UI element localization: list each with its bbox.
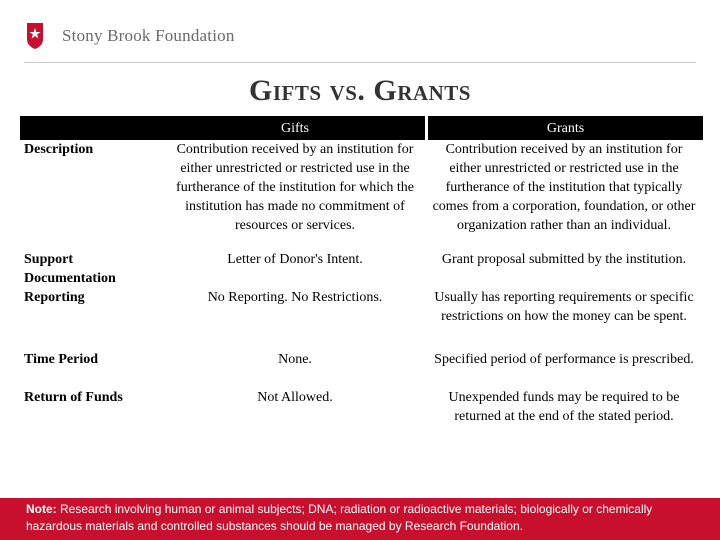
gifts-cell: Contribution received by an institution for either unrestricted or restricted use in the furtherance of the institution for which the institution has made no commitment of resources or services. [176,142,414,233]
logo-text: Stony Brook Foundation [62,26,235,45]
header-divider [24,62,696,63]
grants-cell: Grant proposal submitted by the institution. [441,252,687,267]
note-label: Note: [26,502,57,516]
grants-cell: Unexpended funds may be required to be returned at the end of the stated period. [448,390,680,424]
row-label: Time Period [24,352,99,367]
grants-cell: Contribution received by an institution for either unrestricted or restricted use in the furtherance of the institution that typically comes from a corporation, foundation, or other organization rather than an individual. [432,142,696,233]
column-header-blank [20,116,165,140]
grants-cell: Usually has reporting requirements or specific restrictions on how the money can be spent. [434,290,694,324]
gifts-cell: Letter of Donor's Intent. [227,252,363,267]
header [0,0,720,70]
comparison-table [20,116,703,442]
table-row [20,250,703,288]
page-title: Gifts vs. Grants [249,74,471,107]
gifts-cell: None. [278,352,312,367]
table-header-row [20,116,703,140]
gifts-cell: Not Allowed. [257,390,333,405]
table-row [20,288,703,350]
table-row [20,350,703,388]
table-row [20,388,703,442]
note-text: Research involving human or animal subjects; DNA; radiation or radioactive materials; biologically or chemically hazardous materials and controlled substances should be managed by Research Foundation. [26,502,653,533]
row-label: Return of Funds [24,390,123,405]
column-header-gifts: Gifts [165,116,425,140]
shield-logo-icon [26,22,44,50]
column-header-grants: Grants [425,116,703,140]
gifts-cell: No Reporting. No Restrictions. [207,290,383,305]
grants-cell: Specified period of performance is prescribed. [434,352,694,367]
row-label: Support Documentation [24,252,116,286]
row-label: Description [24,142,94,157]
note-banner [0,498,720,540]
table-row [20,140,703,250]
row-label: Reporting [24,290,85,305]
